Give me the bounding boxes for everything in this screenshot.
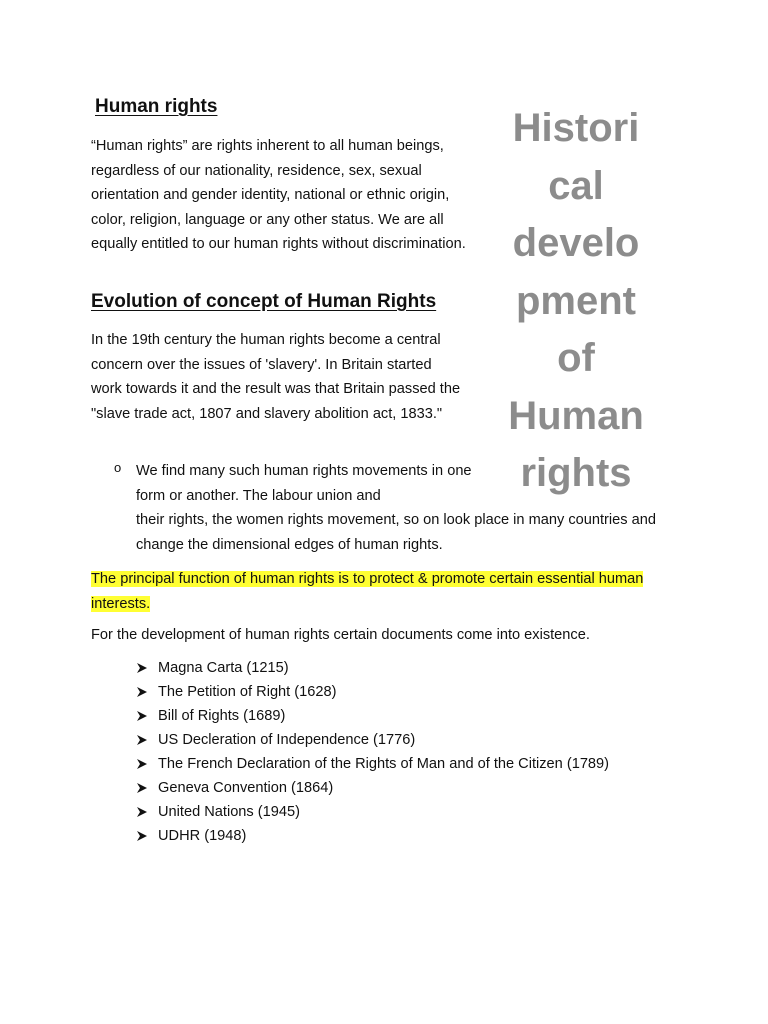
heading-human-rights: Human rights xyxy=(95,96,218,117)
arrow-bullet-icon xyxy=(136,662,148,674)
highlight-text: The principal function of human rights is to protect & promote certain essential human interests. xyxy=(91,571,644,612)
list-item xyxy=(136,776,609,800)
documents-intro: For the development of human rights certain documents come into existence. xyxy=(91,627,590,643)
sidebar-title-line: rights xyxy=(520,451,632,495)
arrow-bullet-icon xyxy=(136,830,148,842)
arrow-bullet-icon xyxy=(136,782,148,794)
sidebar-title xyxy=(486,100,666,503)
evolution-paragraph: In the 19th century the human rights become a central concern over the issues of 'slavery'. In Britain started work towards it and the result was that Britain passed the "slave trade act, 1807 and slavery abolition act, 1833." xyxy=(91,332,461,422)
list-item-text: The Petition of Right (1628) xyxy=(158,684,337,700)
arrow-bullet-icon xyxy=(136,710,148,722)
list-item-text: US Decleration of Independence (1776) xyxy=(158,732,416,748)
sidebar-title-line: Human xyxy=(508,393,644,438)
sidebar-title-line: cal xyxy=(548,163,604,208)
list-item-text: UDHR (1948) xyxy=(158,828,247,844)
definition-paragraph: “Human rights” are rights inherent to all human beings, regardless of our nationality, residence, sex, sexual orientation and gender identity, national or ethnic origin, color, religion, language or any other status. We are all equally entitled to our human rights without discrimination. xyxy=(91,138,466,252)
list-item xyxy=(136,680,609,704)
list-item xyxy=(136,728,609,752)
list-item-text: Magna Carta (1215) xyxy=(158,660,289,676)
sidebar-title-line: Histori xyxy=(512,106,640,150)
sidebar-title-line: develo xyxy=(512,221,640,265)
list-item xyxy=(136,824,609,848)
list-item xyxy=(136,656,609,680)
sidebar-title-line: of xyxy=(557,336,595,380)
list-item xyxy=(136,800,609,824)
arrow-bullet-icon xyxy=(136,758,148,770)
arrow-bullet-icon xyxy=(136,686,148,698)
list-item xyxy=(136,752,609,776)
list-item xyxy=(136,704,609,728)
circle-bullet-icon: o xyxy=(114,460,122,475)
list-item-text: Bill of Rights (1689) xyxy=(158,708,286,724)
list-item-text: The French Declaration of the Rights of Man and of the Citizen (1789) xyxy=(158,756,610,772)
list-item-text: United Nations (1945) xyxy=(158,804,300,820)
arrow-bullet-icon xyxy=(136,806,148,818)
sidebar-title-line: pment xyxy=(516,278,636,323)
documents-list xyxy=(136,656,609,848)
sub-bullet-text-line1: We find many such human rights movements in one form or another. The labour union and xyxy=(136,463,472,504)
highlighted-statement xyxy=(91,567,671,616)
list-item-text: Geneva Convention (1864) xyxy=(158,780,334,796)
arrow-bullet-icon xyxy=(136,734,148,746)
heading-evolution: Evolution of concept of Human Rights xyxy=(91,291,437,312)
sub-bullet-text-line2: their rights, the women rights movement, so on look place in many countries and change the dimensional edges of human rights. xyxy=(136,512,656,553)
